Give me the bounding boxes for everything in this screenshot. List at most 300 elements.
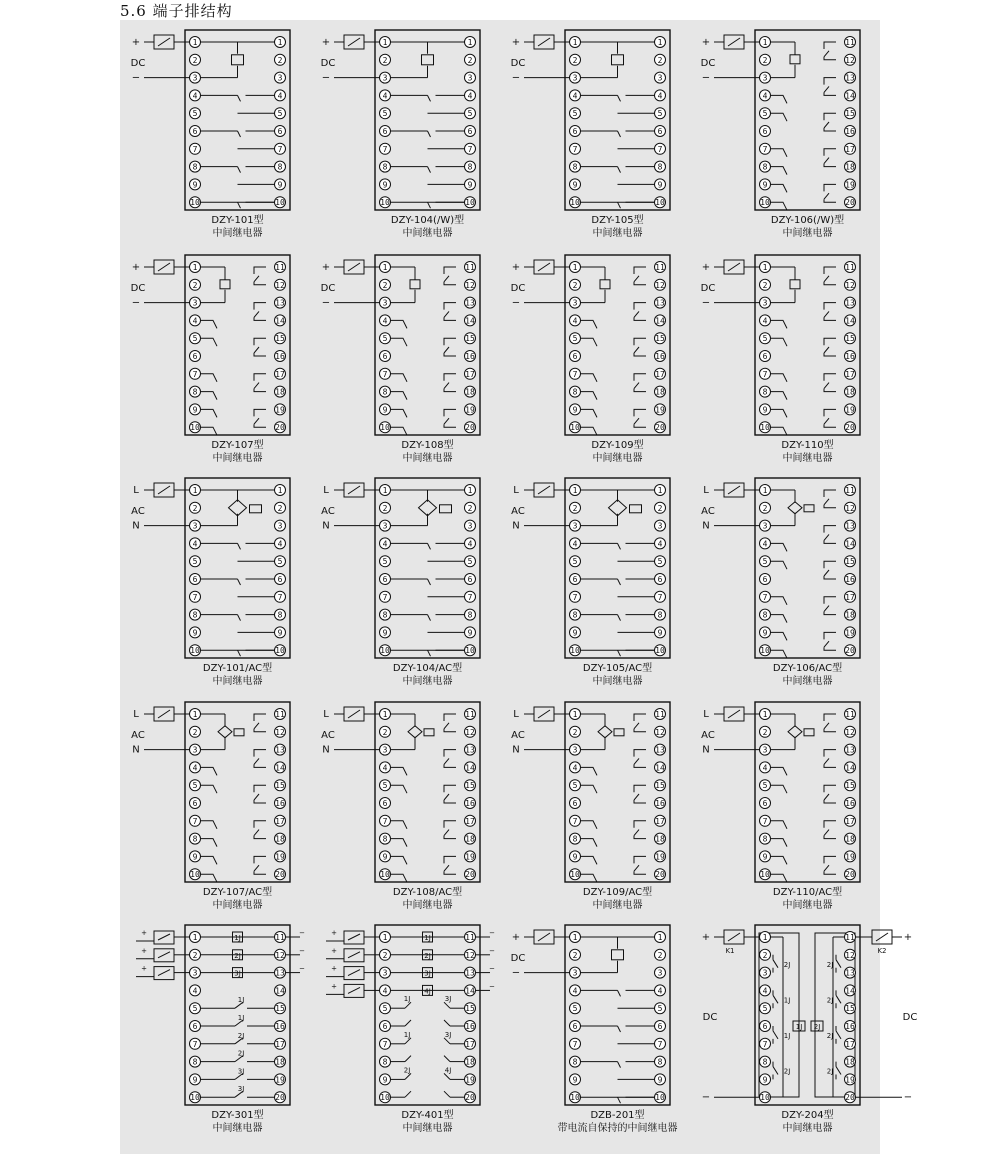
contact-hook: [254, 836, 266, 839]
terminal-number: 2: [572, 727, 578, 737]
terminal-number: 10: [275, 646, 285, 656]
contact-hook: [254, 303, 266, 310]
supply-label-minus-left: −: [701, 1092, 711, 1104]
terminal-number: 3: [762, 298, 768, 308]
terminal-number: 17: [275, 1039, 285, 1049]
switch-blade: [158, 952, 170, 958]
terminal-number: 7: [382, 592, 388, 602]
rectifier-bridge: [229, 500, 247, 516]
terminal-number: 7: [192, 144, 198, 154]
contact-blade: [771, 427, 788, 435]
terminal-number: 8: [192, 162, 198, 172]
contact-blade: [428, 131, 431, 137]
contact-blade: [618, 1026, 621, 1032]
terminal-number: 3: [572, 968, 578, 978]
relay-description: 中间继电器: [782, 228, 833, 239]
relay-panel: [702, 925, 918, 1134]
supply-plus: +: [141, 946, 147, 955]
terminal-number: 2: [572, 55, 578, 65]
contact-blade: [771, 113, 788, 121]
terminal-number: 15: [275, 334, 285, 344]
terminal-number: 15: [845, 781, 855, 791]
contact-blade: [581, 320, 598, 328]
terminal-number: 14: [275, 316, 285, 326]
terminal-number: 13: [655, 298, 665, 308]
relay-model: DZY-108型: [401, 440, 454, 451]
contact-blade: [444, 865, 449, 871]
terminal-number: 18: [845, 387, 855, 397]
contact-hook: [254, 409, 266, 416]
relay-model: DZY-104(/W)型: [390, 215, 465, 226]
contact-blade: [771, 561, 788, 569]
terminal-number: 17: [845, 144, 855, 154]
contact-mark: 1J: [403, 995, 411, 1004]
contact-mark: 4J: [444, 1066, 452, 1075]
relay-description: 中间继电器: [212, 900, 263, 911]
terminal-number: 18: [845, 610, 855, 620]
terminal-number: 2: [657, 55, 663, 65]
switch-blade: [348, 38, 360, 46]
terminal-number: 5: [192, 334, 198, 344]
supply-plus: +: [141, 964, 147, 973]
supply-plus: +: [331, 964, 337, 973]
contact-hook: [824, 317, 836, 320]
terminal-number: 16: [845, 575, 855, 584]
terminal-number: 9: [192, 1075, 198, 1085]
contact-blade: [201, 409, 218, 417]
terminal-number: 12: [275, 280, 285, 290]
terminal-number: 5: [467, 557, 473, 567]
terminal-number: 8: [657, 1057, 663, 1067]
terminal-number: 1: [382, 710, 388, 719]
contact-hook: [444, 856, 456, 863]
relay-model: DZY-110型: [781, 440, 834, 451]
terminal-number: 7: [382, 369, 388, 379]
terminal-number: 3: [382, 73, 388, 83]
contact-blade: [254, 830, 259, 836]
terminal-number: 1: [572, 933, 578, 942]
supply-label-type: DC: [320, 282, 336, 294]
terminal-number: 20: [845, 198, 855, 208]
terminal-number: 3: [572, 73, 578, 83]
contact-mark: 2J: [403, 1066, 411, 1075]
supply-label-top: +: [511, 262, 521, 273]
terminal-number: 4: [762, 91, 768, 101]
terminal-number: 3: [762, 745, 768, 755]
terminal-number: 4: [657, 91, 663, 101]
switch-blade: [158, 934, 170, 940]
terminal-number: 10: [760, 198, 770, 208]
supply-minus: −: [299, 929, 305, 937]
supply-label-top: +: [131, 262, 141, 273]
terminal-number: 2: [657, 950, 663, 960]
contact-blade: [444, 311, 449, 317]
terminal-number: 1: [762, 38, 768, 47]
terminal-number: 4: [277, 539, 283, 549]
terminal-number: 12: [845, 727, 855, 737]
terminal-number: 6: [382, 352, 388, 361]
contact-mark: 1J: [237, 1014, 245, 1022]
contact-blade: [771, 650, 788, 658]
contact-blade: [444, 1091, 450, 1097]
switch-blade: [348, 263, 360, 271]
relay-panel: [321, 702, 480, 911]
contact-hook: [824, 149, 836, 156]
contact-blade: [836, 1067, 841, 1075]
contact-blade: [771, 767, 788, 775]
relay-model: DZY-101型: [211, 215, 264, 226]
supply-label-bottom: N: [132, 520, 140, 532]
relay-model: DZB-201型: [590, 1110, 645, 1121]
terminal-number: 2: [382, 727, 388, 737]
terminal-number: 13: [845, 298, 855, 308]
contact-hook: [254, 267, 266, 274]
switch-blade: [728, 38, 740, 46]
terminal-number: 4: [192, 539, 198, 549]
terminal-number: 1: [467, 486, 473, 495]
rectifier-bridge: [419, 500, 437, 516]
contact-blade: [824, 311, 829, 317]
terminal-number: 19: [275, 405, 285, 415]
contact-blade: [771, 202, 788, 210]
supply-label-top: +: [321, 262, 331, 273]
supply-label-top: L: [133, 485, 139, 496]
terminal-number: 1: [382, 933, 388, 942]
terminal-number: 16: [275, 352, 285, 361]
terminal-number: 9: [572, 1075, 578, 1085]
switch-blade: [158, 970, 170, 976]
switch-blade: [538, 486, 550, 494]
relay-model: DZY-105/AC型: [582, 663, 653, 674]
contact-blade: [238, 650, 241, 656]
contact-blade: [254, 347, 259, 353]
terminal-number: 7: [467, 144, 473, 154]
terminal-number: 8: [467, 610, 473, 620]
contact-blade: [634, 794, 639, 800]
terminal-number: 10: [570, 1093, 580, 1103]
coil-box: [220, 280, 230, 289]
contact-blade: [581, 856, 598, 864]
coil-box: [614, 729, 624, 736]
coil-mark: 3J: [424, 969, 431, 978]
contact-hook: [824, 199, 836, 202]
contact-blade: [581, 427, 598, 435]
terminal-number: 17: [275, 816, 285, 826]
terminal-number: 9: [192, 180, 198, 190]
relay-description: 中间继电器: [402, 228, 453, 239]
contact-hook: [444, 714, 456, 721]
terminal-number: 1: [382, 486, 388, 495]
terminal-number: 18: [275, 387, 285, 397]
terminal-number: 6: [657, 1022, 663, 1031]
contact-blade: [824, 758, 829, 764]
contact-hook: [634, 374, 646, 381]
terminal-number: 6: [762, 799, 768, 808]
terminal-number: 13: [275, 968, 285, 978]
contact-hook: [824, 389, 836, 392]
contact-mark: 2J: [783, 1067, 791, 1076]
terminal-number: 4: [467, 539, 473, 549]
contact-hook: [444, 424, 456, 427]
terminal-number: 8: [572, 387, 578, 397]
terminal-number: 6: [382, 575, 388, 584]
terminal-number: 2: [467, 55, 473, 65]
terminal-number: 3: [382, 298, 388, 308]
contact-blade: [618, 615, 621, 621]
terminal-number: 5: [192, 1004, 198, 1014]
contact-blade: [391, 427, 408, 435]
terminal-number: 7: [657, 592, 663, 602]
terminal-number: 4: [277, 91, 283, 101]
terminal-number: 5: [762, 557, 768, 567]
contact-hook: [824, 561, 836, 568]
relay-description: 中间继电器: [212, 453, 263, 464]
contact-blade: [444, 418, 449, 424]
supply-label-top: L: [133, 709, 139, 720]
terminal-number: 9: [762, 852, 768, 862]
contact-blade: [444, 1020, 450, 1026]
terminal-number: 8: [762, 1057, 768, 1067]
coil-box: [422, 55, 434, 65]
terminal-number: 7: [572, 144, 578, 154]
terminal-number: 7: [572, 369, 578, 379]
terminal-number: 17: [465, 816, 475, 826]
terminal-number: 12: [275, 727, 285, 737]
supply-label-type: AC: [701, 729, 715, 741]
terminal-number: 3: [192, 521, 198, 531]
supply-label-bottom: N: [512, 520, 520, 532]
switch-blade: [876, 933, 888, 941]
contact-blade: [824, 499, 829, 505]
terminal-number: 16: [845, 1022, 855, 1031]
terminal-number: 6: [572, 127, 578, 136]
relay-panel: [131, 30, 290, 239]
contact-mark: 1J: [783, 1032, 791, 1040]
relay-model: DZY-101/AC型: [202, 663, 273, 674]
coil-box: [234, 729, 244, 736]
terminal-number: 13: [845, 968, 855, 978]
coil-box: [410, 280, 420, 289]
terminal-number: 1: [762, 710, 768, 719]
supply-label-top: +: [701, 37, 711, 48]
supply-label-top: +: [511, 37, 521, 48]
terminal-number: 9: [572, 180, 578, 190]
contact-hook: [824, 526, 836, 533]
contact-blade: [428, 167, 431, 173]
terminal-number: 1: [657, 486, 663, 495]
terminal-number: 11: [275, 933, 285, 942]
contact-hook: [824, 113, 836, 120]
contact-hook: [824, 750, 836, 757]
terminal-number: 3: [657, 968, 663, 978]
terminal-number: 4: [192, 91, 198, 101]
terminal-number: 17: [845, 369, 855, 379]
terminal-number: 8: [277, 162, 283, 172]
contact-hook: [824, 821, 836, 828]
supply-label-bottom: −: [701, 72, 711, 84]
contact-hook: [444, 729, 456, 732]
terminal-number: 2: [382, 503, 388, 513]
contact-blade: [391, 856, 408, 864]
terminal-number: 5: [382, 109, 388, 119]
relay-model: DZY-105型: [591, 215, 644, 226]
contact-hook: [634, 785, 646, 792]
contact-hook: [634, 714, 646, 721]
switch-label-k1: K1: [725, 947, 735, 955]
supply-minus: −: [489, 946, 495, 955]
terminal-number: 14: [655, 763, 665, 773]
terminal-number: 18: [655, 834, 665, 844]
rectifier-bridge: [788, 726, 802, 738]
terminal-number: 18: [655, 387, 665, 397]
terminal-number: 16: [655, 352, 665, 361]
terminal-number: 4: [762, 986, 768, 996]
contact-hook: [254, 338, 266, 345]
terminal-number: 2: [277, 503, 283, 513]
terminal-number: 4: [192, 986, 198, 996]
terminal-number: 5: [382, 781, 388, 791]
terminal-number: 1: [572, 710, 578, 719]
terminal-number: 9: [572, 628, 578, 638]
terminal-number: 17: [465, 1039, 475, 1049]
contact-blade: [405, 1020, 411, 1026]
contact-hook: [824, 856, 836, 863]
terminal-number: 2: [382, 55, 388, 65]
terminal-number: 17: [275, 369, 285, 379]
terminal-number: 1: [657, 38, 663, 47]
terminal-number: 1: [277, 486, 283, 495]
terminal-number: 6: [762, 575, 768, 584]
relay-description: 中间继电器: [592, 676, 643, 687]
terminal-number: 6: [192, 1022, 198, 1031]
relay-panel: [701, 30, 860, 239]
terminal-number: 12: [465, 727, 475, 737]
relay-panel: [511, 702, 670, 911]
contact-hook: [634, 856, 646, 863]
contact-blade: [771, 338, 788, 346]
terminal-number: 9: [572, 405, 578, 415]
terminal-number: 9: [762, 628, 768, 638]
contact-hook: [824, 836, 836, 839]
terminal-number: 8: [382, 162, 388, 172]
relay-model: DZY-107型: [211, 440, 264, 451]
relay-panel: [511, 30, 670, 239]
contact-hook: [824, 184, 836, 191]
contact-hook: [824, 42, 836, 49]
terminal-number: 5: [572, 1004, 578, 1014]
terminal-number: 5: [382, 334, 388, 344]
terminal-number: 8: [762, 162, 768, 172]
contact-blade: [201, 392, 218, 400]
relay-model: DZY-109/AC型: [582, 887, 653, 898]
contact-hook: [444, 871, 456, 874]
terminal-number: 8: [382, 834, 388, 844]
supply-label-type: DC: [510, 57, 526, 69]
terminal-number: 4: [762, 316, 768, 326]
terminal-number: 13: [845, 73, 855, 83]
relay-panel: [511, 925, 678, 1134]
supply-label-bottom: N: [512, 744, 520, 756]
terminal-number: 7: [382, 1039, 388, 1049]
terminal-number: 15: [465, 781, 475, 791]
terminal-number: 12: [655, 280, 665, 290]
contact-mark: 1J: [237, 996, 245, 1005]
contact-hook: [444, 836, 456, 839]
terminal-number: 6: [762, 127, 768, 136]
terminal-number: 9: [192, 628, 198, 638]
contact-blade: [771, 149, 788, 157]
terminal-number: 9: [657, 628, 663, 638]
terminal-number: 11: [275, 263, 285, 272]
contact-hook: [444, 282, 456, 285]
terminal-number: 11: [465, 933, 475, 942]
relay-model: DZY-401型: [401, 1110, 454, 1121]
terminal-number: 14: [845, 763, 855, 773]
contact-blade: [771, 374, 788, 382]
terminal-number: 19: [845, 180, 855, 190]
contact-mark: 2J: [826, 996, 834, 1005]
contact-blade: [824, 723, 829, 729]
contact-blade: [581, 839, 598, 847]
contact-blade: [238, 543, 241, 549]
terminal-number: 3: [277, 521, 283, 531]
contact-blade: [391, 409, 408, 417]
terminal-number: 7: [382, 816, 388, 826]
terminal-number: 14: [275, 986, 285, 996]
terminal-number: 9: [572, 852, 578, 862]
terminal-number: 8: [657, 610, 663, 620]
terminal-number: 19: [275, 1075, 285, 1085]
terminal-number: 6: [467, 575, 473, 584]
contact-mark: 1J: [783, 996, 791, 1005]
terminal-number: 6: [192, 127, 198, 136]
relay-description: 中间继电器: [402, 900, 453, 911]
contact-blade: [238, 202, 241, 208]
terminal-number: 10: [760, 1093, 770, 1103]
contact-hook: [634, 821, 646, 828]
contact-blade: [771, 167, 788, 175]
supply-label-bottom: −: [511, 297, 521, 309]
terminal-number: 16: [465, 352, 475, 361]
terminal-number: 9: [382, 180, 388, 190]
contact-blade: [581, 409, 598, 417]
relay-panel: [131, 702, 290, 911]
contact-blade: [581, 785, 598, 793]
terminal-number: 19: [655, 852, 665, 862]
contact-mark: 3J: [444, 995, 452, 1004]
contact-blade: [634, 276, 639, 282]
switch-blade: [348, 934, 360, 940]
terminal-number: 1: [382, 263, 388, 272]
terminal-number: 19: [845, 405, 855, 415]
relay-description: 中间继电器: [782, 900, 833, 911]
terminal-number: 5: [657, 1004, 663, 1014]
contact-blade: [581, 821, 598, 829]
terminal-number: 13: [275, 298, 285, 308]
coil-box: [424, 729, 434, 736]
terminal-number: 3: [192, 298, 198, 308]
coil-mark: 2J: [813, 1023, 821, 1031]
terminal-number: 10: [655, 646, 665, 656]
terminal-number: 13: [845, 521, 855, 531]
relay-description: 中间继电器: [592, 228, 643, 239]
contact-blade: [618, 579, 621, 585]
contact-hook: [254, 729, 266, 732]
terminal-number: 7: [382, 144, 388, 154]
contact-hook: [824, 353, 836, 356]
relay-panel: [701, 702, 860, 911]
contact-blade: [238, 167, 241, 173]
